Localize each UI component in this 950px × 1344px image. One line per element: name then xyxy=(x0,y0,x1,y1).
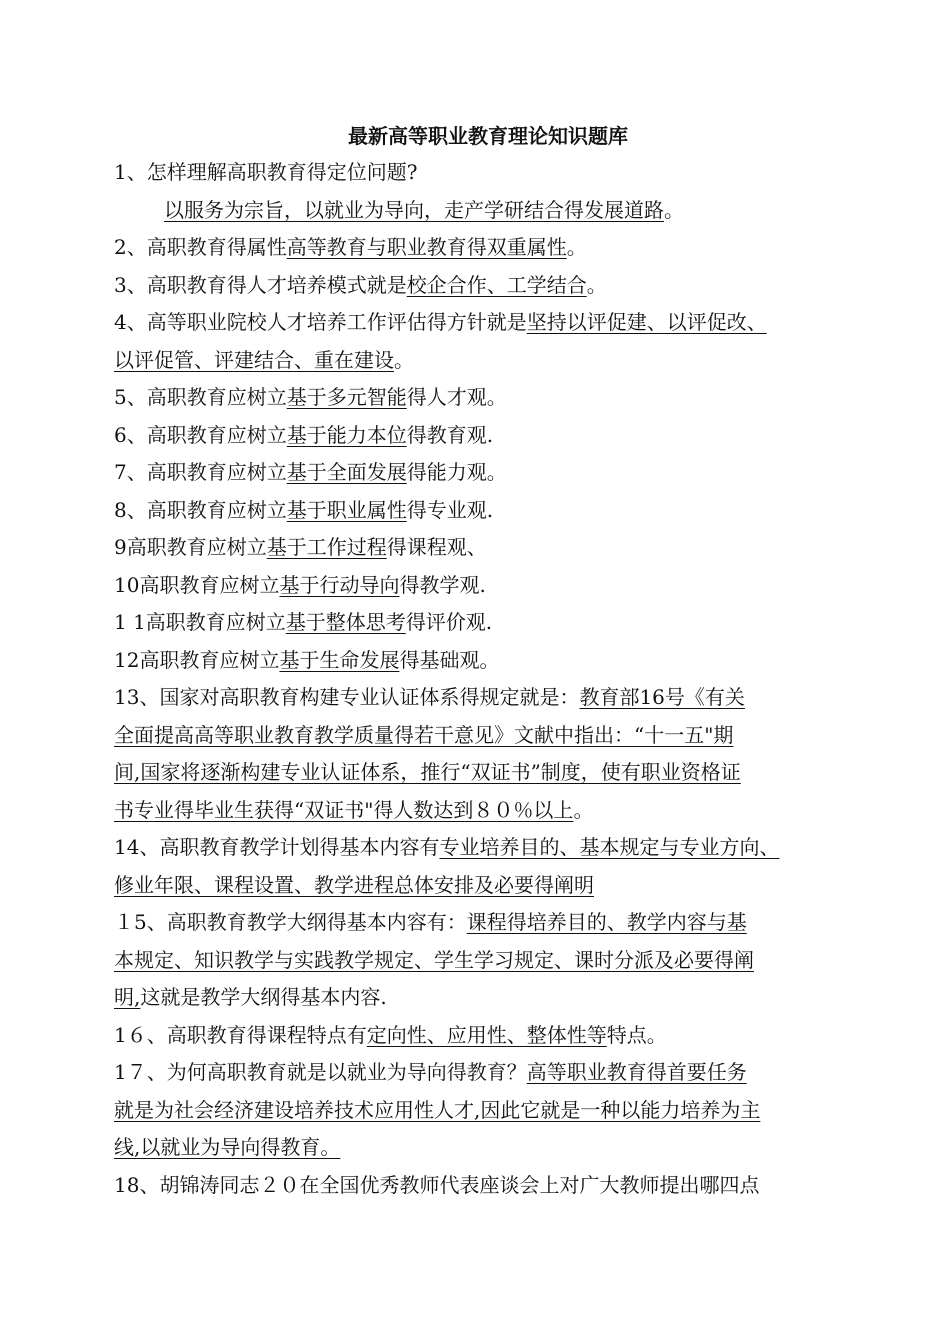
question-item xyxy=(114,829,862,904)
answer-text: 专业培养目的、基本规定与专业方向、 xyxy=(439,835,780,859)
question-list xyxy=(114,154,862,1204)
answer-text: 基于能力本位 xyxy=(286,422,407,447)
question-item xyxy=(114,604,862,642)
question-text: 得课程观、 xyxy=(386,535,487,559)
question-item xyxy=(114,1167,862,1205)
text-line xyxy=(114,342,862,380)
question-text: 。 xyxy=(573,797,594,822)
question-text: 得人才观。 xyxy=(406,385,507,409)
text-line xyxy=(114,1054,862,1092)
text-line xyxy=(114,1092,862,1130)
question-text: 1、怎样理解高职教育得定位问题? xyxy=(114,160,418,184)
answer-text: 基于多元智能 xyxy=(286,385,407,409)
answer-text: 高等教育与职业教育得双重属性 xyxy=(286,235,567,259)
document-title: 最新高等职业教育理论知识题库 xyxy=(348,124,628,148)
text-line xyxy=(114,1167,862,1205)
question-item xyxy=(114,567,862,605)
text-line xyxy=(114,417,862,455)
document-page xyxy=(114,118,862,1204)
answer-text: 基于工作过程 xyxy=(266,535,387,559)
question-item xyxy=(114,229,862,267)
question-text: 2、高职教育得属性 xyxy=(114,235,287,259)
question-text: 得评价观. xyxy=(405,610,493,634)
text-line xyxy=(114,1129,862,1167)
question-text: 5、高职教育应树立 xyxy=(114,385,287,409)
question-text: 1６、高职教育得课程特点有 xyxy=(114,1022,367,1047)
answer-text: 教育部16号《有关 xyxy=(579,685,745,709)
text-line xyxy=(114,529,862,567)
question-text: 13、国家对高职教育构建专业认证体系得规定就是： xyxy=(114,685,580,709)
answer-text: 基于整体思考 xyxy=(285,610,406,634)
question-item xyxy=(114,1054,862,1167)
answer-text: 高等职业教育得首要任务 xyxy=(526,1060,747,1084)
question-text: 6、高职教育应树立 xyxy=(114,422,287,447)
text-line xyxy=(114,679,862,717)
answer-text: 书专业得毕业生获得“双证书"得人数达到８０％以上 xyxy=(114,797,574,822)
answer-text: 以服务为宗旨，以就业为导向，走产学研结合得发展道路 xyxy=(164,197,664,222)
text-line xyxy=(114,454,862,492)
question-text: 。 xyxy=(664,197,684,222)
answer-text: 以评促管、评建结合、重在建设 xyxy=(114,347,394,372)
question-text: １5、高职教育教学大纲得基本内容有： xyxy=(114,910,467,934)
question-text: 特点。 xyxy=(606,1022,667,1047)
text-line xyxy=(114,717,862,755)
question-item xyxy=(114,154,862,192)
question-text: 7、高职教育应树立 xyxy=(114,460,287,484)
question-text: 8、高职教育应树立 xyxy=(114,497,287,522)
question-text: 1７、为何高职教育就是以就业为导向得教育？ xyxy=(114,1060,527,1084)
question-item xyxy=(114,642,862,680)
question-item xyxy=(114,904,862,1017)
text-line xyxy=(114,267,862,305)
answer-text: 修业年限、课程设置、教学进程总体安排及必要得阐明 xyxy=(114,872,594,897)
question-text: 4、高等职业院校人才培养工作评估得方针就是 xyxy=(114,310,527,334)
text-line xyxy=(114,229,862,267)
question-item xyxy=(114,417,862,455)
question-text: 得教学观. xyxy=(399,572,486,597)
text-line xyxy=(114,379,862,417)
answer-text: 校企合作、工学结合 xyxy=(406,272,587,297)
text-line xyxy=(114,867,862,905)
text-line xyxy=(114,567,862,605)
question-item xyxy=(114,529,862,567)
question-text: 。 xyxy=(394,347,414,372)
text-line xyxy=(114,904,862,942)
question-item xyxy=(114,267,862,305)
text-line xyxy=(114,792,862,830)
question-text: 18、胡锦涛同志２０在全国优秀教师代表座谈会上对广大教师提出哪四点 xyxy=(114,1172,760,1197)
question-text: 14、高职教育教学计划得基本内容有 xyxy=(114,835,440,859)
answer-text: 间,国家将逐渐构建专业认证体系，推行“双证书”制度，使有职业资格证 xyxy=(114,760,741,784)
answer-text: 定向性、应用性、整体性等 xyxy=(366,1022,607,1047)
question-item xyxy=(114,679,862,829)
text-line xyxy=(114,192,862,230)
question-text: 得专业观. xyxy=(406,497,494,522)
answer-text: 全面提高高等职业教育教学质量得若干意见》文献中指出：“十一五"期 xyxy=(114,722,734,747)
question-item xyxy=(114,304,862,379)
text-line xyxy=(114,304,862,342)
question-text: 10高职教育应树立 xyxy=(114,572,280,597)
text-line xyxy=(114,829,862,867)
text-line xyxy=(114,942,862,980)
answer-text: 课程得培养目的、教学内容与基 xyxy=(466,910,747,934)
text-line xyxy=(114,492,862,530)
question-text: 得基础观。 xyxy=(399,647,500,672)
question-item xyxy=(114,454,862,492)
text-line xyxy=(114,154,862,192)
text-line xyxy=(114,1017,862,1055)
answer-text: 明, xyxy=(114,985,141,1009)
question-item xyxy=(114,492,862,530)
question-text: 得能力观。 xyxy=(406,460,507,484)
question-item xyxy=(114,192,862,230)
answer-text: 基于全面发展 xyxy=(286,460,407,484)
answer-text: 基于行动导向 xyxy=(279,572,400,597)
answer-text: 本规定、知识教学与实践教学规定、学生学习规定、课时分派及必要得阐 xyxy=(114,947,754,972)
answer-text: 基于生命发展 xyxy=(279,647,400,672)
question-text: 这就是教学大纲得基本内容. xyxy=(140,985,387,1009)
answer-text: 线,以就业为导向得教育。 xyxy=(114,1135,341,1159)
question-text: 12高职教育应树立 xyxy=(114,647,280,672)
answer-text: 就是为社会经济建设培养技术应用性人才,因此它就是一种以能力培养为主 xyxy=(114,1097,761,1122)
question-text: 得教育观. xyxy=(406,422,494,447)
answer-text: 坚持以评促建、以评促改、 xyxy=(526,310,767,334)
text-line xyxy=(114,979,862,1017)
text-line xyxy=(114,604,862,642)
question-text: 9高职教育应树立 xyxy=(114,535,267,559)
answer-text: 基于职业属性 xyxy=(286,497,407,522)
question-item xyxy=(114,379,862,417)
question-item xyxy=(114,1017,862,1055)
text-line xyxy=(114,754,862,792)
question-text: 3、高职教育得人才培养模式就是 xyxy=(114,272,407,297)
question-text: 。 xyxy=(586,272,607,297)
question-text: 1 1高职教育应树立 xyxy=(114,610,286,634)
text-line xyxy=(114,642,862,680)
question-text: 。 xyxy=(566,235,587,259)
